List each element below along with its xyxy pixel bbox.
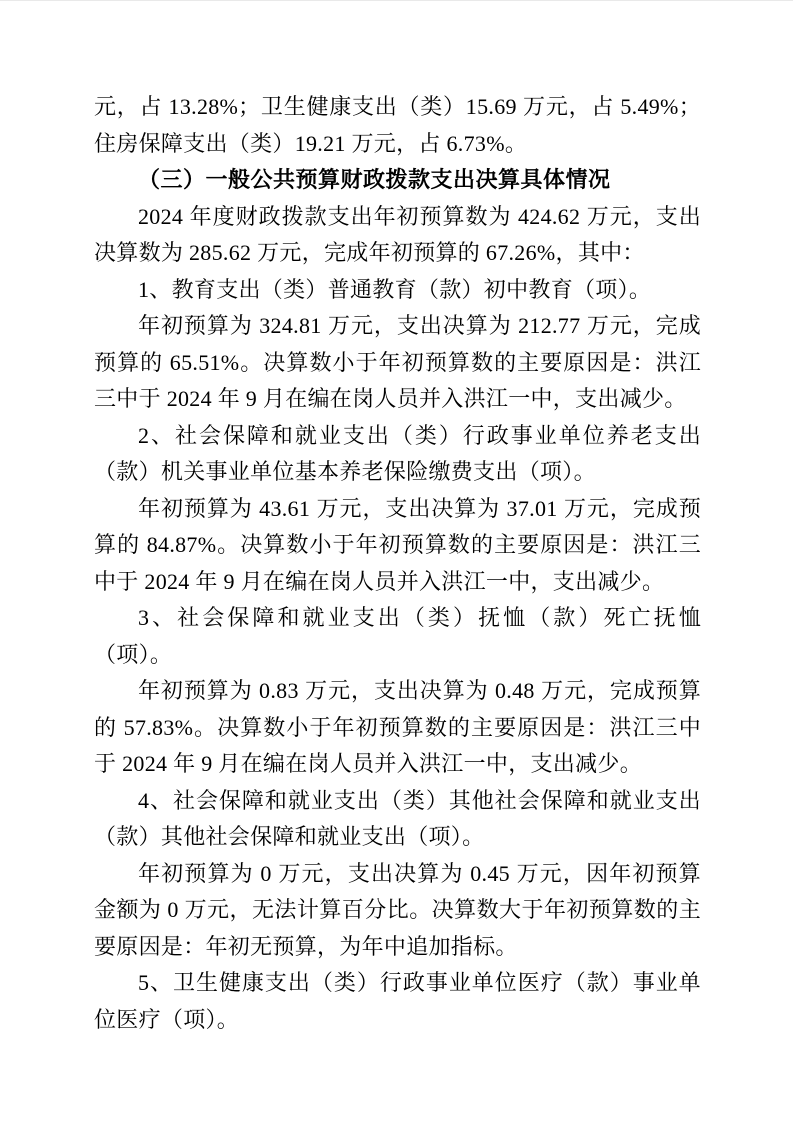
paragraph-item-3-detail: 年初预算为 0.83 万元，支出决算为 0.48 万元，完成预算的 57.83%。决算数小于年初预算数的主要原因是：洪江三中于 2024 年 9 月在编在岗人员并入洪江一中，支出减少。 bbox=[94, 678, 701, 776]
paragraph-item-2-title-social-security-pension: 2、社会保障和就业支出（类）行政事业单位养老支出（款）机关事业单位基本养老保险缴费支出（项）。 bbox=[94, 422, 701, 484]
paragraph-item-3-title-death-benefits: 3、社会保障和就业支出（类）抚恤（款）死亡抚恤（项）。 bbox=[94, 605, 701, 667]
paragraph-budget-overview-2024: 2024 年度财政拨款支出年初预算数为 424.62 万元，支出决算数为 285.62 万元，完成年初预算的 67.26%，其中： bbox=[94, 203, 701, 265]
paragraph-item-1-title-education: 1、教育支出（类）普通教育（款）初中教育（项）。 bbox=[138, 276, 652, 302]
paragraph-item-2-detail: 年初预算为 43.61 万元，支出决算为 37.01 万元，完成预算的 84.87%。决算数小于年初预算数的主要原因是：洪江三中于 2024 年 9 月在编在岗人员并入洪江一中，支出减少。 bbox=[94, 495, 701, 594]
paragraph-item-4-title-other-social-security: 4、社会保障和就业支出（类）其他社会保障和就业支出（款）其他社会保障和就业支出（项）。 bbox=[94, 787, 701, 849]
paragraph-item-4-detail: 年初预算为 0 万元，支出决算为 0.45 万元，因年初预算金额为 0 万元，无法计算百分比。决算数大于年初预算数的主要原因是：年初无预算，为年中追加指标。 bbox=[94, 860, 701, 959]
paragraph-item-5-title-health-medical: 5、卫生健康支出（类）行政事业单位医疗（款）事业单位医疗（项）。 bbox=[94, 970, 701, 1032]
paragraph-item-1-detail: 年初预算为 324.81 万元，支出决算为 212.77 万元，完成预算的 65.51%。决算数小于年初预算数的主要原因是：洪江三中于 2024 年 9 月在编在岗人员并入洪江一中，支出减少。 bbox=[94, 313, 701, 411]
paragraph-continuation-expenditure-shares: 元，占 13.28%；卫生健康支出（类）15.69 万元，占 5.49%；住房保障支出（类）19.21 万元，占 6.73%。 bbox=[94, 94, 701, 156]
section-heading-general-public-budget-details: （三）一般公共预算财政拨款支出决算具体情况 bbox=[138, 167, 611, 192]
document-text-block bbox=[94, 89, 701, 1038]
